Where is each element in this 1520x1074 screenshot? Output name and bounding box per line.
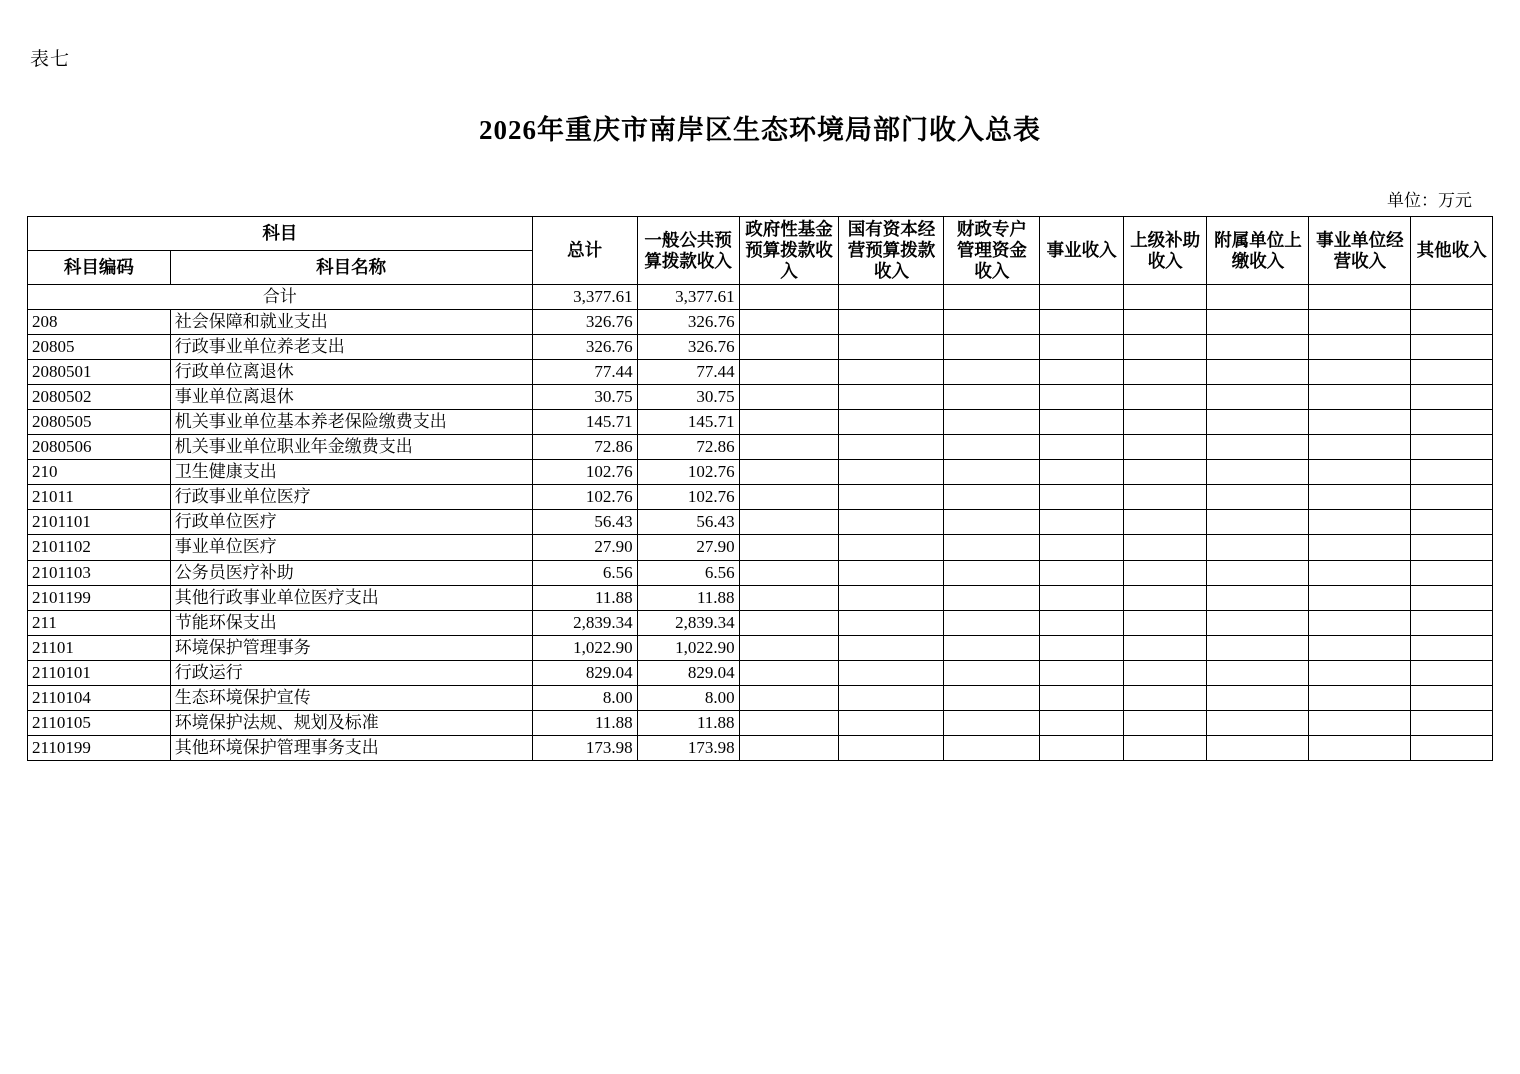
row-total: 11.88 <box>532 710 637 735</box>
row-other-income <box>1411 710 1493 735</box>
header-row-1 <box>28 217 1493 251</box>
header-gov-fund-budget: 政府性基金预算拨款收入 <box>739 217 839 285</box>
row-superior-subsidy <box>1123 485 1207 510</box>
row-business-income <box>1040 635 1124 660</box>
row-affiliated-unit-payment <box>1207 710 1309 735</box>
row-gov-fund-budget <box>739 360 839 385</box>
row-other-income <box>1411 435 1493 460</box>
row-business-income <box>1040 735 1124 760</box>
row-subject-name: 机关事业单位职业年金缴费支出 <box>170 435 532 460</box>
table-row <box>28 410 1493 435</box>
total-row-total: 3,377.61 <box>532 285 637 310</box>
row-gov-fund-budget <box>739 735 839 760</box>
row-subject-code: 2080501 <box>28 360 171 385</box>
row-affiliated-unit-payment <box>1207 685 1309 710</box>
row-business-income <box>1040 535 1124 560</box>
row-superior-subsidy <box>1123 635 1207 660</box>
row-affiliated-unit-payment <box>1207 410 1309 435</box>
row-fiscal-special-account <box>944 610 1040 635</box>
table-row <box>28 685 1493 710</box>
row-subject-name: 环境保护法规、规划及标准 <box>170 710 532 735</box>
row-fiscal-special-account <box>944 360 1040 385</box>
row-fiscal-special-account <box>944 660 1040 685</box>
row-business-operating-income <box>1309 410 1411 435</box>
row-affiliated-unit-payment <box>1207 610 1309 635</box>
row-state-capital-budget <box>839 635 944 660</box>
row-other-income <box>1411 535 1493 560</box>
row-subject-name: 社会保障和就业支出 <box>170 310 532 335</box>
row-subject-code: 208 <box>28 310 171 335</box>
row-subject-code: 2110105 <box>28 710 171 735</box>
row-other-income <box>1411 485 1493 510</box>
row-superior-subsidy <box>1123 710 1207 735</box>
row-business-income <box>1040 335 1124 360</box>
row-total: 56.43 <box>532 510 637 535</box>
row-general-public-budget: 72.86 <box>637 435 739 460</box>
row-total: 30.75 <box>532 385 637 410</box>
row-business-income <box>1040 385 1124 410</box>
row-state-capital-budget <box>839 310 944 335</box>
row-other-income <box>1411 335 1493 360</box>
row-subject-name: 行政运行 <box>170 660 532 685</box>
total-row-state-capital-budget <box>839 285 944 310</box>
row-gov-fund-budget <box>739 410 839 435</box>
row-subject-code: 2110199 <box>28 735 171 760</box>
row-total: 1,022.90 <box>532 635 637 660</box>
row-other-income <box>1411 610 1493 635</box>
row-other-income <box>1411 685 1493 710</box>
row-gov-fund-budget <box>739 435 839 460</box>
row-state-capital-budget <box>839 485 944 510</box>
row-subject-code: 2110104 <box>28 685 171 710</box>
row-subject-name: 行政事业单位养老支出 <box>170 335 532 360</box>
header-business-operating-income: 事业单位经营收入 <box>1309 217 1411 285</box>
row-subject-code: 21011 <box>28 485 171 510</box>
row-state-capital-budget <box>839 560 944 585</box>
row-fiscal-special-account <box>944 435 1040 460</box>
row-general-public-budget: 27.90 <box>637 535 739 560</box>
row-state-capital-budget <box>839 335 944 360</box>
header-subject-name: 科目名称 <box>170 251 532 285</box>
row-fiscal-special-account <box>944 560 1040 585</box>
row-affiliated-unit-payment <box>1207 310 1309 335</box>
table-row <box>28 635 1493 660</box>
row-superior-subsidy <box>1123 535 1207 560</box>
table-row <box>28 585 1493 610</box>
row-fiscal-special-account <box>944 535 1040 560</box>
row-superior-subsidy <box>1123 510 1207 535</box>
row-fiscal-special-account <box>944 310 1040 335</box>
row-fiscal-special-account <box>944 485 1040 510</box>
row-business-income <box>1040 685 1124 710</box>
row-state-capital-budget <box>839 735 944 760</box>
total-row-gov-fund-budget <box>739 285 839 310</box>
row-affiliated-unit-payment <box>1207 735 1309 760</box>
row-business-operating-income <box>1309 460 1411 485</box>
row-general-public-budget: 102.76 <box>637 460 739 485</box>
row-affiliated-unit-payment <box>1207 385 1309 410</box>
header-subject-code: 科目编码 <box>28 251 171 285</box>
row-state-capital-budget <box>839 585 944 610</box>
table-row <box>28 460 1493 485</box>
row-total: 102.76 <box>532 460 637 485</box>
row-business-income <box>1040 410 1124 435</box>
row-gov-fund-budget <box>739 535 839 560</box>
row-fiscal-special-account <box>944 710 1040 735</box>
row-subject-name: 卫生健康支出 <box>170 460 532 485</box>
row-affiliated-unit-payment <box>1207 585 1309 610</box>
header-other-income: 其他收入 <box>1411 217 1493 285</box>
row-state-capital-budget <box>839 660 944 685</box>
table-row <box>28 660 1493 685</box>
row-subject-code: 2101199 <box>28 585 171 610</box>
row-fiscal-special-account <box>944 460 1040 485</box>
total-row-business-income <box>1040 285 1124 310</box>
table-row <box>28 560 1493 585</box>
row-affiliated-unit-payment <box>1207 560 1309 585</box>
row-business-income <box>1040 435 1124 460</box>
row-general-public-budget: 2,839.34 <box>637 610 739 635</box>
row-business-operating-income <box>1309 335 1411 360</box>
row-subject-name: 事业单位离退休 <box>170 385 532 410</box>
row-gov-fund-budget <box>739 385 839 410</box>
row-superior-subsidy <box>1123 385 1207 410</box>
row-total: 8.00 <box>532 685 637 710</box>
row-gov-fund-budget <box>739 485 839 510</box>
row-general-public-budget: 829.04 <box>637 660 739 685</box>
total-row-affiliated-unit-payment <box>1207 285 1309 310</box>
header-business-income: 事业收入 <box>1040 217 1124 285</box>
table-row <box>28 735 1493 760</box>
row-business-income <box>1040 510 1124 535</box>
row-business-operating-income <box>1309 535 1411 560</box>
row-fiscal-special-account <box>944 635 1040 660</box>
row-general-public-budget: 326.76 <box>637 310 739 335</box>
row-total: 27.90 <box>532 535 637 560</box>
row-other-income <box>1411 735 1493 760</box>
table-row <box>28 535 1493 560</box>
row-business-income <box>1040 560 1124 585</box>
row-general-public-budget: 145.71 <box>637 410 739 435</box>
row-superior-subsidy <box>1123 610 1207 635</box>
row-general-public-budget: 11.88 <box>637 710 739 735</box>
row-total: 2,839.34 <box>532 610 637 635</box>
row-subject-code: 21101 <box>28 635 171 660</box>
row-subject-code: 2080502 <box>28 385 171 410</box>
row-fiscal-special-account <box>944 335 1040 360</box>
page-title: 2026年重庆市南岸区生态环境局部门收入总表 <box>479 115 1041 145</box>
row-business-income <box>1040 660 1124 685</box>
row-business-income <box>1040 310 1124 335</box>
row-affiliated-unit-payment <box>1207 660 1309 685</box>
row-superior-subsidy <box>1123 735 1207 760</box>
row-gov-fund-budget <box>739 685 839 710</box>
row-business-operating-income <box>1309 360 1411 385</box>
row-gov-fund-budget <box>739 460 839 485</box>
row-business-income <box>1040 460 1124 485</box>
row-subject-code: 2101102 <box>28 535 171 560</box>
row-general-public-budget: 1,022.90 <box>637 635 739 660</box>
row-business-operating-income <box>1309 435 1411 460</box>
row-subject-name: 环境保护管理事务 <box>170 635 532 660</box>
row-state-capital-budget <box>839 460 944 485</box>
total-row-other-income <box>1411 285 1493 310</box>
row-state-capital-budget <box>839 535 944 560</box>
row-other-income <box>1411 460 1493 485</box>
row-superior-subsidy <box>1123 310 1207 335</box>
row-gov-fund-budget <box>739 510 839 535</box>
table-body <box>28 285 1493 761</box>
header-general-public-budget: 一般公共预算拨款收入 <box>637 217 739 285</box>
row-business-operating-income <box>1309 635 1411 660</box>
row-superior-subsidy <box>1123 560 1207 585</box>
row-business-operating-income <box>1309 560 1411 585</box>
row-business-operating-income <box>1309 610 1411 635</box>
row-other-income <box>1411 410 1493 435</box>
row-general-public-budget: 102.76 <box>637 485 739 510</box>
row-gov-fund-budget <box>739 310 839 335</box>
row-gov-fund-budget <box>739 635 839 660</box>
row-subject-code: 2101101 <box>28 510 171 535</box>
row-affiliated-unit-payment <box>1207 485 1309 510</box>
row-superior-subsidy <box>1123 660 1207 685</box>
row-general-public-budget: 326.76 <box>637 335 739 360</box>
row-total: 829.04 <box>532 660 637 685</box>
row-superior-subsidy <box>1123 585 1207 610</box>
row-superior-subsidy <box>1123 360 1207 385</box>
unit-note: 单位：万元 <box>1387 191 1472 210</box>
row-gov-fund-budget <box>739 585 839 610</box>
total-row-fiscal-special-account <box>944 285 1040 310</box>
row-state-capital-budget <box>839 410 944 435</box>
row-state-capital-budget <box>839 610 944 635</box>
row-other-income <box>1411 510 1493 535</box>
row-fiscal-special-account <box>944 510 1040 535</box>
row-subject-name: 节能环保支出 <box>170 610 532 635</box>
row-state-capital-budget <box>839 385 944 410</box>
row-total: 102.76 <box>532 485 637 510</box>
row-affiliated-unit-payment <box>1207 535 1309 560</box>
row-business-income <box>1040 360 1124 385</box>
row-total: 72.86 <box>532 435 637 460</box>
row-total: 11.88 <box>532 585 637 610</box>
row-business-operating-income <box>1309 710 1411 735</box>
header-state-capital-budget: 国有资本经营预算拨款收入 <box>839 217 944 285</box>
row-total: 77.44 <box>532 360 637 385</box>
row-business-income <box>1040 710 1124 735</box>
row-subject-code: 20805 <box>28 335 171 360</box>
row-superior-subsidy <box>1123 410 1207 435</box>
table-row <box>28 710 1493 735</box>
table-row <box>28 335 1493 360</box>
row-business-operating-income <box>1309 585 1411 610</box>
row-business-operating-income <box>1309 660 1411 685</box>
row-other-income <box>1411 360 1493 385</box>
header-subject-group: 科目 <box>28 217 533 251</box>
row-business-operating-income <box>1309 735 1411 760</box>
row-business-income <box>1040 485 1124 510</box>
row-affiliated-unit-payment <box>1207 335 1309 360</box>
row-fiscal-special-account <box>944 585 1040 610</box>
row-fiscal-special-account <box>944 735 1040 760</box>
row-superior-subsidy <box>1123 335 1207 360</box>
row-general-public-budget: 56.43 <box>637 510 739 535</box>
header-superior-subsidy: 上级补助收入 <box>1123 217 1207 285</box>
header-total: 总计 <box>532 217 637 285</box>
row-total: 145.71 <box>532 410 637 435</box>
row-business-income <box>1040 585 1124 610</box>
row-subject-code: 2101103 <box>28 560 171 585</box>
row-business-operating-income <box>1309 310 1411 335</box>
total-row-label: 合计 <box>28 285 533 310</box>
row-state-capital-budget <box>839 510 944 535</box>
row-other-income <box>1411 310 1493 335</box>
header-fiscal-special-account: 财政专户管理资金收入 <box>944 217 1040 285</box>
row-other-income <box>1411 560 1493 585</box>
row-subject-name: 其他环境保护管理事务支出 <box>170 735 532 760</box>
table-row <box>28 385 1493 410</box>
row-business-operating-income <box>1309 385 1411 410</box>
row-state-capital-budget <box>839 710 944 735</box>
row-gov-fund-budget <box>739 560 839 585</box>
sheet-label: 表七 <box>30 49 71 70</box>
table-row <box>28 310 1493 335</box>
row-other-income <box>1411 585 1493 610</box>
table-row <box>28 610 1493 635</box>
table-row-total <box>28 285 1493 310</box>
row-affiliated-unit-payment <box>1207 635 1309 660</box>
row-subject-name: 行政事业单位医疗 <box>170 485 532 510</box>
total-row-general-public-budget: 3,377.61 <box>637 285 739 310</box>
row-general-public-budget: 77.44 <box>637 360 739 385</box>
row-other-income <box>1411 385 1493 410</box>
row-state-capital-budget <box>839 685 944 710</box>
row-gov-fund-budget <box>739 335 839 360</box>
row-subject-code: 2110101 <box>28 660 171 685</box>
row-affiliated-unit-payment <box>1207 360 1309 385</box>
row-total: 326.76 <box>532 310 637 335</box>
row-subject-code: 210 <box>28 460 171 485</box>
row-total: 173.98 <box>532 735 637 760</box>
row-gov-fund-budget <box>739 610 839 635</box>
row-subject-name: 其他行政事业单位医疗支出 <box>170 585 532 610</box>
row-general-public-budget: 11.88 <box>637 585 739 610</box>
row-fiscal-special-account <box>944 385 1040 410</box>
row-affiliated-unit-payment <box>1207 510 1309 535</box>
row-superior-subsidy <box>1123 435 1207 460</box>
row-subject-name: 公务员医疗补助 <box>170 560 532 585</box>
row-business-income <box>1040 610 1124 635</box>
row-subject-code: 2080506 <box>28 435 171 460</box>
row-affiliated-unit-payment <box>1207 435 1309 460</box>
table-header <box>28 217 1493 285</box>
total-row-superior-subsidy <box>1123 285 1207 310</box>
row-gov-fund-budget <box>739 660 839 685</box>
row-subject-name: 生态环境保护宣传 <box>170 685 532 710</box>
row-business-operating-income <box>1309 510 1411 535</box>
table-row <box>28 435 1493 460</box>
row-superior-subsidy <box>1123 685 1207 710</box>
row-business-operating-income <box>1309 685 1411 710</box>
row-general-public-budget: 6.56 <box>637 560 739 585</box>
row-other-income <box>1411 635 1493 660</box>
row-subject-name: 事业单位医疗 <box>170 535 532 560</box>
row-fiscal-special-account <box>944 410 1040 435</box>
row-subject-name: 行政单位医疗 <box>170 510 532 535</box>
row-total: 6.56 <box>532 560 637 585</box>
table-row <box>28 360 1493 385</box>
row-other-income <box>1411 660 1493 685</box>
row-subject-code: 2080505 <box>28 410 171 435</box>
header-affiliated-unit-payment: 附属单位上缴收入 <box>1207 217 1309 285</box>
row-superior-subsidy <box>1123 460 1207 485</box>
row-affiliated-unit-payment <box>1207 460 1309 485</box>
row-gov-fund-budget <box>739 710 839 735</box>
row-general-public-budget: 30.75 <box>637 385 739 410</box>
row-state-capital-budget <box>839 435 944 460</box>
row-general-public-budget: 173.98 <box>637 735 739 760</box>
table-row <box>28 485 1493 510</box>
row-subject-name: 行政单位离退休 <box>170 360 532 385</box>
row-total: 326.76 <box>532 335 637 360</box>
row-fiscal-special-account <box>944 685 1040 710</box>
total-row-business-operating-income <box>1309 285 1411 310</box>
budget-income-table <box>27 216 1493 761</box>
row-subject-code: 211 <box>28 610 171 635</box>
row-state-capital-budget <box>839 360 944 385</box>
table-row <box>28 510 1493 535</box>
row-general-public-budget: 8.00 <box>637 685 739 710</box>
row-subject-name: 机关事业单位基本养老保险缴费支出 <box>170 410 532 435</box>
row-business-operating-income <box>1309 485 1411 510</box>
